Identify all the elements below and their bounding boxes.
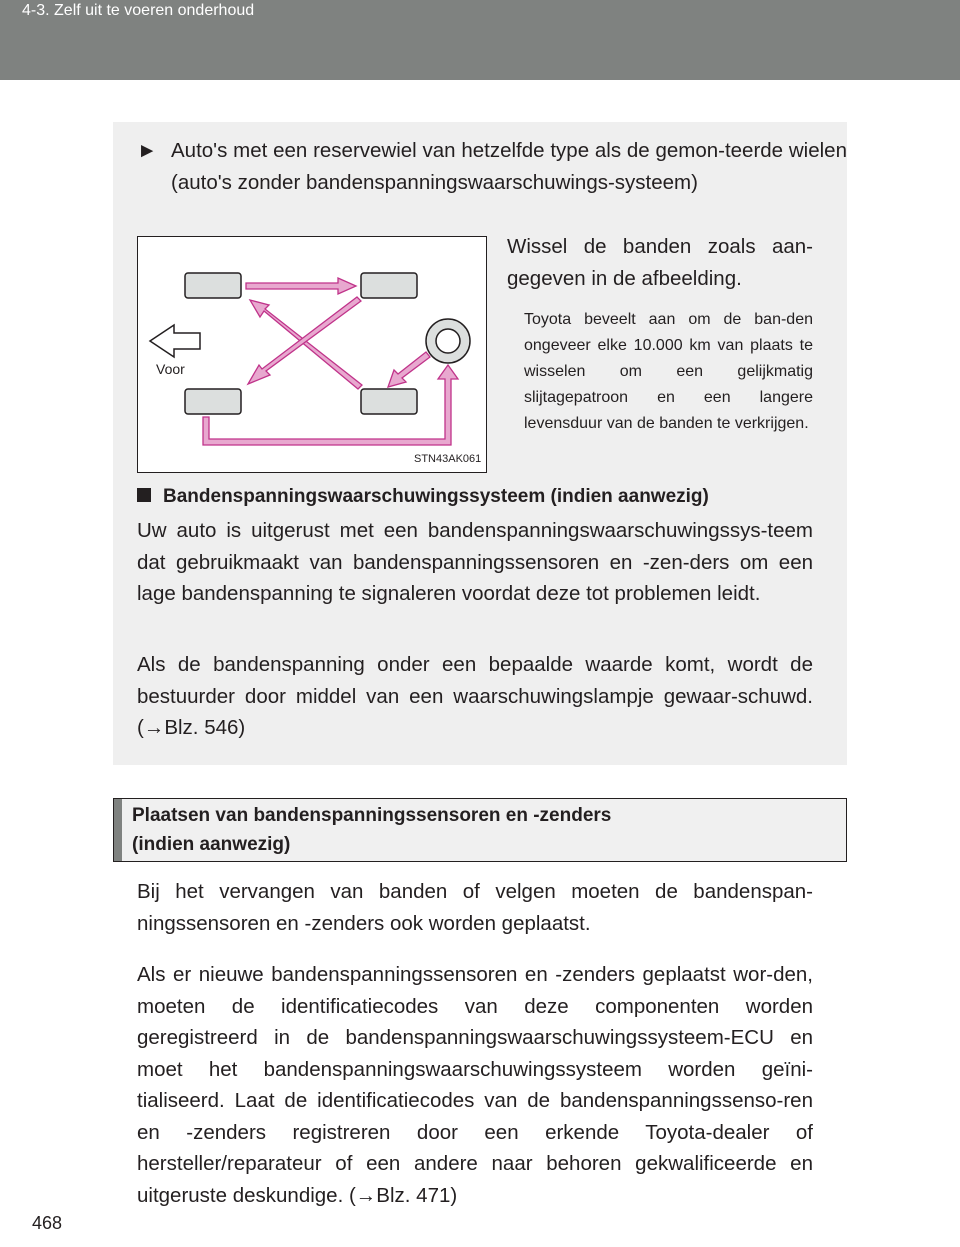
paragraph: Als er nieuwe bandenspanningssensoren en -zenders geplaatst wor-den, moeten de identificatiecodes van deze componenten worden geregistreerd in de bandenspanningswaarschuwingssysteem-ECU en moet het bandenspanningswaarschuwingssysteem worden geïni-tialiseerd. Laat de identificatiecodes van de bandenspanningssenso-ren en -zenders registreren door een erkende Toyota-dealer of hersteller/reparateur of een andere naar behoren gekwalificeerde en uitgeruste deskundige. (→Blz. 471) [137, 963, 813, 1207]
front-label: Voor [156, 361, 185, 377]
page-header [0, 0, 960, 80]
tire-rear-left [361, 273, 417, 298]
front-direction-icon [150, 325, 200, 357]
section-heading-box [113, 798, 847, 862]
heading-accent-bar [114, 799, 122, 861]
paragraph: Bij het vervangen van banden of velgen moeten de bandenspan-ningssensoren en -zenders ook worden geplaatst. [137, 880, 813, 935]
tire-front-right [185, 389, 241, 414]
paragraph: Als de bandenspanning onder een bepaalde waarde komt, wordt de bestuurder door middel van een waarschuwingslampje gewaar-schuwd. (→Blz. 546) [137, 653, 813, 739]
section-title [137, 483, 827, 511]
section-heading [132, 802, 832, 859]
tire-rotation-figure [137, 236, 487, 473]
header-title: 4-3. Zelf uit te voeren onderhoud [22, 2, 255, 19]
figure-code: STN43AK061 [414, 453, 482, 465]
heading-line: (indien aanwezig) [132, 833, 291, 855]
section-title-text: Bandenspanningswaarschuwingssysteem (indien aanwezig) [163, 486, 709, 507]
rotation-note: Toyota beveelt aan om de ban-den ongeveer elke 10.000 km van plaats te wisselen om een gelijkmatig slijtagepatroon en een langere levensduur van de banden te verkrijgen. [524, 311, 813, 432]
page-number: 468 [32, 1213, 63, 1233]
paragraph: Uw auto is uitgerust met een bandenspanningswaarschuwingssys-teem dat gebruikmaakt van bandenspanningssensoren en -zen-ders om een lage bandenspanning te signaleren voordat deze tot problemen leidt. [137, 519, 813, 605]
bullet-item [137, 135, 847, 198]
bullet-arrow-icon: ► [137, 139, 158, 162]
bullet-text: Auto's met een reservewiel van hetzelfde type als de gemon-teerde wielen (auto's zonder bandenspanningswaarschuwings-systeem) [171, 139, 847, 194]
tire-rotation-diagram [138, 237, 488, 474]
tire-rear-right [361, 389, 417, 414]
heading-line: Plaatsen van bandenspanningssensoren en -zenders [132, 805, 612, 826]
rotation-instruction: Wissel de banden zoals aan-gegeven in de afbeelding. [507, 235, 813, 290]
rotation-arrow [246, 278, 356, 294]
tire-front-left [185, 273, 241, 298]
rotation-arrow [388, 352, 430, 387]
square-bullet-icon [137, 488, 151, 502]
